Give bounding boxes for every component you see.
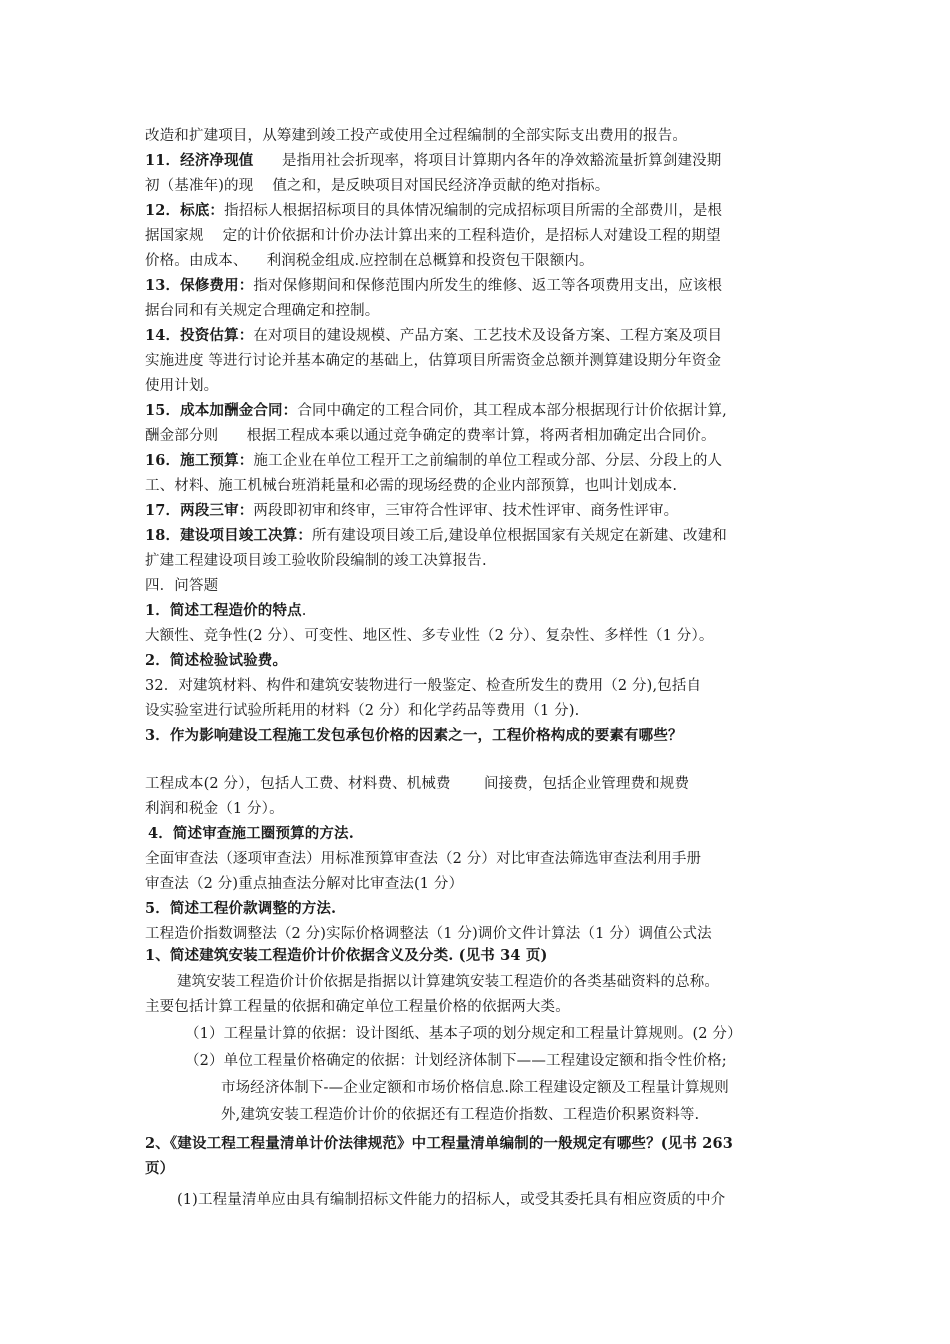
body-text: 价格。由成本、 利润税金组成.应控制在总概算和投资包干限额内。	[145, 253, 594, 269]
text-line	[145, 676, 701, 696]
body-text: 指对保修期间和保修范围内所发生的维修、返工等各项费用支出，应该根	[253, 278, 723, 294]
text-line	[145, 401, 727, 421]
text-line	[145, 151, 721, 171]
body-text: 施工企业在单位工程开工之前编制的单位工程或分部、分层、分段上的人	[253, 453, 723, 469]
bold-heading: 4．简述审查施工圈预算的方法.	[148, 825, 354, 842]
text-line	[145, 551, 487, 571]
text-line	[145, 726, 683, 746]
body-text: 主要包括计算工程量的依据和确定单位工程量价格的依据两大类。	[145, 999, 570, 1015]
body-text: (1)工程量清单应由具有编制招标文件能力的招标人，或受其委托具有相应资质的中介	[177, 1192, 726, 1208]
text-line	[145, 997, 570, 1017]
body-text: 合同中确定的工程合同价，其工程成本部分根据现行计价依据计算,	[297, 403, 727, 419]
text-line	[221, 1078, 729, 1098]
body-text: 工、材料、施工机械台班消耗量和必需的现场经费的企业内部预算，也叫计划成本.	[145, 478, 678, 494]
text-line	[145, 701, 579, 721]
bold-heading: 5．简述工程价款调整的方法.	[145, 900, 337, 917]
text-line	[185, 1024, 742, 1044]
body-text: 市场经济体制下-—企业定额和市场价格信息.除工程建设定额及工程量计算规则	[221, 1080, 729, 1096]
text-line	[148, 824, 354, 844]
text-line	[145, 201, 722, 221]
text-line	[145, 226, 721, 246]
text-line	[145, 874, 463, 894]
text-line	[185, 1051, 727, 1071]
body-text: 建筑安装工程造价计价依据是指据以计算建筑安装工程造价的各类基础资料的总称。	[177, 974, 720, 990]
text-line	[145, 251, 594, 271]
bold-heading: 页）	[145, 1160, 175, 1177]
text-line	[145, 476, 677, 496]
body-text: 实施进度 等进行讨论并基本确定的基础上，估算项目所需资金总额并测算建设期分年资金	[145, 353, 722, 369]
bold-heading: 1、简述建筑安装工程造价计价依据含义及分类. (见书 34 页)	[145, 947, 548, 964]
body-text: 扩建工程建设项目竣工验收阶段编制的竣工决算报告.	[145, 553, 487, 569]
bold-heading: 2．简述检验试验费。	[145, 652, 288, 669]
body-text: 审查法（2 分)重点抽查法分解对比审查法(1 分）	[145, 876, 464, 892]
text-line	[145, 301, 379, 321]
body-text: 初（基准年)的现 值之和，是反映项目对国民经济净贡献的绝对指标。	[145, 178, 610, 194]
body-text: 使用计划。	[145, 378, 219, 394]
body-text: .	[301, 603, 307, 619]
text-line	[145, 501, 678, 521]
text-line	[145, 1134, 733, 1154]
body-text: 据国家规 定的计价依据和计价办法计算出来的工程科造价，是招标人对建设工程的期望	[145, 228, 721, 244]
text-line	[145, 276, 722, 296]
text-line	[145, 774, 689, 794]
text-line	[145, 176, 609, 196]
bold-heading: 12．标底：	[145, 202, 225, 219]
bold-heading: 13．保修费用：	[145, 277, 254, 294]
bold-heading: 15．成本加酬金合同：	[145, 402, 298, 419]
text-line	[145, 351, 721, 371]
text-line	[145, 799, 284, 819]
text-line	[145, 576, 218, 596]
body-text: 指招标人根据招标项目的具体情况编制的完成招标项目所需的全部费川，是根	[224, 203, 723, 219]
text-line	[145, 651, 287, 671]
body-text: 工程成本(2 分），包括人工费、材料费、机械费 间接费，包括企业管理费和规费	[145, 776, 690, 792]
body-text: 是指用社会折现率，将项目计算期内各年的净效豁流量折算剑建没期	[253, 153, 722, 169]
text-line	[145, 326, 722, 346]
body-text: 在对项目的建设规模、产品方案、工艺技术及设备方案、工程方案及项目	[253, 328, 723, 344]
bold-heading: 17．两段三审：	[145, 502, 254, 519]
body-text: （2）单位工程量价格确定的依据：计划经济体制下——工程建设定额和指令性价格;	[185, 1053, 727, 1069]
body-text: 酬金部分则 根据工程成本乘以通过竞争确定的费率计算，将两者相加确定出合同价。	[145, 428, 716, 444]
text-line	[177, 972, 719, 992]
body-text: 据台同和有关规定合理确定和控制。	[145, 303, 380, 319]
body-text: 大额性、竞争性(2 分）、可变性、地区性、多专业性（2 分）、复杂性、多样性（1 分）。	[145, 628, 714, 644]
body-text: （1）工程量计算的依据：设计图纸、基本子项的划分规定和工程量计算规则。(2 分）	[185, 1026, 742, 1042]
bold-heading: 18．建设项目竣工决算：	[145, 527, 312, 544]
text-line	[145, 899, 336, 919]
body-text: 利润和税金（1 分）。	[145, 801, 284, 817]
bold-heading: 3．作为影响建设工程施工发包承包价格的因素之一，工程价格构成的要素有哪些？	[145, 727, 683, 744]
bold-heading: 16．施工预算：	[145, 452, 254, 469]
body-text: 工程造价指数调整法（2 分)实际价格调整法（1 分)调价文件计算法（1 分）调值公式法	[145, 926, 712, 942]
text-line	[177, 1190, 725, 1210]
body-text: 改造和扩建项目，从筹建到竣工投产或使用全过程编制的全部实际支出费用的报告。	[145, 128, 688, 144]
text-line	[145, 946, 547, 966]
body-text: 32．对建筑材料、构件和建筑安装物进行一般鉴定、检查所发生的费用（2 分),包括自	[145, 678, 702, 694]
body-text: 设实验室进行试验所耗用的材料（2 分）和化学药品等费用（1 分).	[145, 703, 580, 719]
text-line	[145, 626, 714, 646]
text-line	[145, 126, 687, 146]
body-text: 所有建设项目竣工后,建设单位根据国家有关规定在新建、改建和	[311, 528, 727, 544]
body-text: 外,建筑安装工程造价计价的依据还有工程造价指数、工程造价积累资料等.	[221, 1107, 700, 1123]
text-line	[221, 1105, 699, 1125]
text-line	[145, 376, 218, 396]
bold-heading: 2、《建设工程工程量清单计价法律规范》中工程量清单编制的一般规定有哪些？(见书 263	[145, 1135, 733, 1152]
text-line	[145, 849, 701, 869]
bold-heading: 1．简述工程造价的特点	[145, 602, 302, 619]
bold-heading: 14．投资估算：	[145, 327, 254, 344]
text-line	[145, 924, 712, 944]
bold-heading: 11．经济净现值	[145, 152, 254, 169]
body-text: 四．问答题	[145, 578, 219, 594]
text-line	[145, 451, 722, 471]
text-line	[145, 601, 307, 621]
text-line	[145, 526, 727, 546]
body-text: 两段即初审和终审，三审符合性评审、技术性评审、商务性评审。	[253, 503, 679, 519]
text-line	[145, 1159, 174, 1179]
text-line	[145, 426, 716, 446]
body-text: 全面审查法（逐项审查法）用标准预算审查法（2 分）对比审查法筛选审查法利用手册	[145, 851, 702, 867]
